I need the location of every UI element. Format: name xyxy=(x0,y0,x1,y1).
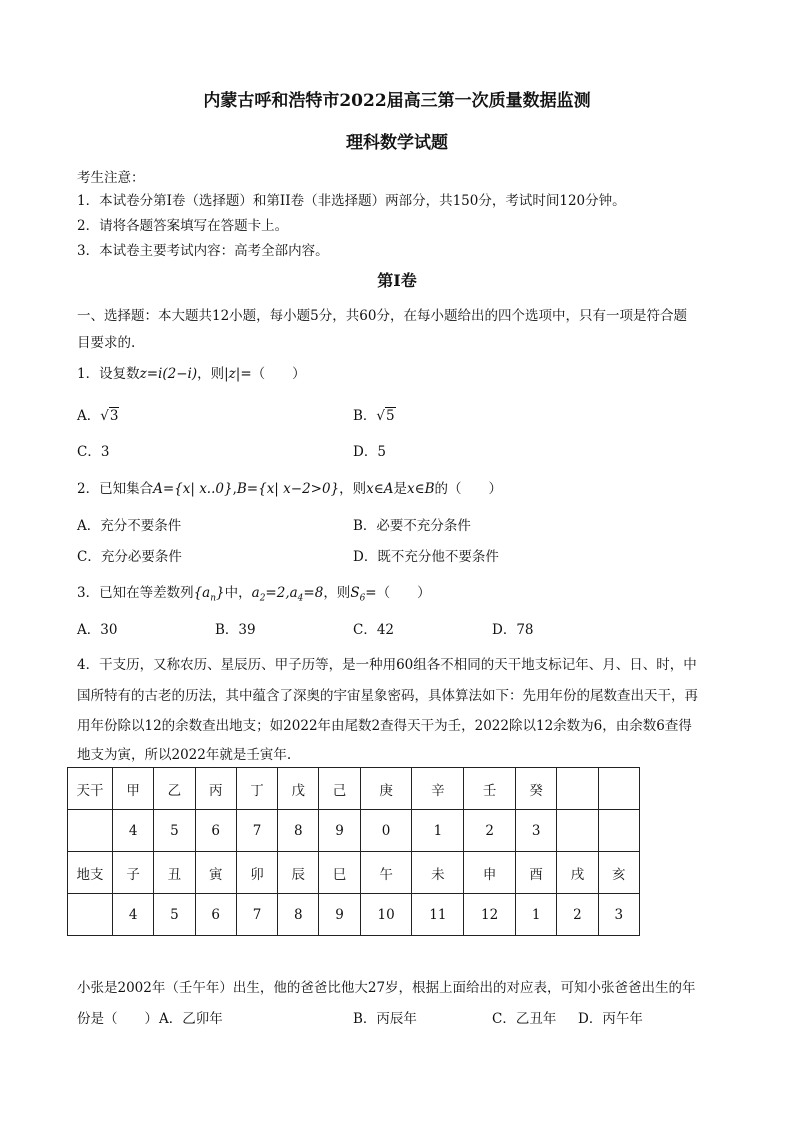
q2-option-c: C．充分必要条件 xyxy=(77,549,182,565)
q2-middle: ，则 xyxy=(339,481,367,497)
table-cell xyxy=(557,810,598,852)
q3-seq xyxy=(193,585,225,604)
q4-question-line-2: 份是（ ） xyxy=(77,1011,158,1027)
table-cell: 4 xyxy=(113,810,154,852)
q3-mid1: 中， xyxy=(224,585,252,601)
sqrt-symbol: √5 xyxy=(376,408,395,424)
q1-option-d: D．5 xyxy=(353,444,386,460)
q4-paragraph-1: 4．干支历，又称农历、星辰历、甲子历等，是一种用60组各不相同的天干地支标记年、月、日、时，中 xyxy=(77,657,697,673)
table-cell: 丑 xyxy=(154,852,195,894)
q2-cond-2: x∈B xyxy=(407,481,435,497)
table-cell: 4 xyxy=(113,894,154,936)
table-cell: 壬 xyxy=(464,768,516,810)
table-cell: 亥 xyxy=(598,852,639,894)
q3-seq-sub: n xyxy=(210,593,217,604)
table-cell: 7 xyxy=(236,810,277,852)
q3-sum xyxy=(350,585,366,604)
q1-option-b-value: 5 xyxy=(386,408,395,424)
table-cell: 辰 xyxy=(278,852,319,894)
q2-prefix: 2．已知集合 xyxy=(77,481,154,497)
table-cell xyxy=(68,810,113,852)
q3-cond-mid: =2,a xyxy=(265,585,298,601)
q1-suffix: =（ ） xyxy=(240,366,306,382)
ganzhi-table xyxy=(67,767,640,936)
q3-seq-open: {a xyxy=(193,585,211,601)
table-cell: 0 xyxy=(360,810,412,852)
q3-option-a: A．30 xyxy=(77,622,118,638)
table-cell: 天干 xyxy=(68,768,113,810)
table-cell: 酉 xyxy=(516,852,557,894)
sqrt-symbol: √3 xyxy=(100,408,119,424)
q1-option-b xyxy=(353,404,396,424)
q4-option-b: B．丙辰年 xyxy=(353,1011,417,1027)
table-cell xyxy=(598,768,639,810)
table-cell: 未 xyxy=(412,852,464,894)
table-cell: 地支 xyxy=(68,852,113,894)
q2-suffix: 的（ ） xyxy=(434,481,503,497)
table-cell: 午 xyxy=(360,852,412,894)
q3-sum-sub: 6 xyxy=(359,593,366,604)
q2-option-b: B．必要不充分条件 xyxy=(353,518,471,534)
section-instruction-2: 目要求的. xyxy=(77,335,136,351)
q1-option-a xyxy=(77,404,119,424)
table-row xyxy=(68,852,640,894)
q4-option-d: D．丙午年 xyxy=(578,1011,643,1027)
q1-option-a-value: 3 xyxy=(109,408,119,424)
notice-item-3: 3．本试卷主要考试内容：高考全部内容。 xyxy=(77,243,329,259)
table-cell: 11 xyxy=(412,894,464,936)
q3-cond-a-sub: 2 xyxy=(259,593,266,604)
q3-option-b: B．39 xyxy=(215,622,256,638)
table-cell: 巳 xyxy=(319,852,360,894)
q4-option-a: A．乙卯年 xyxy=(159,1011,223,1027)
table-row xyxy=(68,810,640,852)
table-cell: 8 xyxy=(278,894,319,936)
table-cell: 9 xyxy=(319,894,360,936)
q3-cond-end: =8 xyxy=(303,585,324,601)
table-cell: 1 xyxy=(516,894,557,936)
q4-paragraph-3: 用年份除以12的余数查出地支；如2022年由尾数2查得天干为壬，2022除以12余数为6，由余数6查得 xyxy=(77,718,692,734)
table-cell: 戊 xyxy=(278,768,319,810)
notice-item-1: 1．本试卷分第I卷（选择题）和第II卷（非选择题）两部分，共150分，考试时间120分钟。 xyxy=(77,193,626,209)
table-cell: 辛 xyxy=(412,768,464,810)
table-row xyxy=(68,894,640,936)
table-cell: 卯 xyxy=(236,852,277,894)
q2-is: 是 xyxy=(393,481,408,497)
table-cell: 丙 xyxy=(195,768,236,810)
table-cell: 10 xyxy=(360,894,412,936)
table-cell: 己 xyxy=(319,768,360,810)
table-cell: 乙 xyxy=(154,768,195,810)
q3-sum-s: S xyxy=(350,585,360,601)
q4-paragraph-2: 国所特有的古老的历法，其中蕴含了深奥的宇宙星象密码，具体算法如下：先用年份的尾数查出天干，再 xyxy=(77,688,698,704)
table-cell: 6 xyxy=(195,894,236,936)
q3-cond-b-sub: 4 xyxy=(297,593,304,604)
table-cell: 癸 xyxy=(516,768,557,810)
section-title: 第I卷 xyxy=(377,271,417,290)
q1-abs: |z| xyxy=(224,366,241,382)
table-cell: 3 xyxy=(598,894,639,936)
q4-paragraph-4: 地支为寅，所以2022年就是壬寅年. xyxy=(77,747,292,763)
table-cell xyxy=(68,894,113,936)
table-cell: 8 xyxy=(278,810,319,852)
q3-suffix: =（ ） xyxy=(365,585,431,601)
table-cell: 戌 xyxy=(557,852,598,894)
table-cell xyxy=(598,810,639,852)
table-cell: 申 xyxy=(464,852,516,894)
q2-cond-1: x∈A xyxy=(366,481,394,497)
q2-set-b: B={x| x−2>0} xyxy=(236,481,340,497)
table-cell: 7 xyxy=(236,894,277,936)
q1-option-b-label: B． xyxy=(353,408,377,424)
table-cell: 丁 xyxy=(236,768,277,810)
q2-set-a: A={x| x..0} xyxy=(153,481,233,497)
exam-title: 内蒙古呼和浩特市2022届高三第一次质量数据监测 xyxy=(203,91,591,111)
q1-prefix: 1．设复数 xyxy=(77,366,140,382)
q1-expression: z=i(2−i) xyxy=(139,366,198,382)
q3-condition xyxy=(251,585,324,604)
q3-seq-close: } xyxy=(216,585,225,601)
table-cell: 庚 xyxy=(360,768,412,810)
q3-cond-a: a xyxy=(251,585,260,601)
q2-option-d: D．既不充分他不要条件 xyxy=(353,549,499,565)
table-cell: 5 xyxy=(154,810,195,852)
notice-heading: 考生注意： xyxy=(77,170,145,186)
table-row xyxy=(68,768,640,810)
table-cell: 子 xyxy=(113,852,154,894)
q3-option-c: C．42 xyxy=(353,622,395,638)
q1-option-c: C．3 xyxy=(77,444,110,460)
table-cell: 2 xyxy=(557,894,598,936)
q3-prefix: 3．已知在等差数列 xyxy=(77,585,194,601)
table-cell: 5 xyxy=(154,894,195,936)
table-cell: 寅 xyxy=(195,852,236,894)
q4-option-c: C．乙丑年 xyxy=(492,1011,557,1027)
table-cell: 9 xyxy=(319,810,360,852)
table-cell: 3 xyxy=(516,810,557,852)
table-cell: 1 xyxy=(412,810,464,852)
table-cell: 2 xyxy=(464,810,516,852)
question-2 xyxy=(77,477,502,497)
q3-mid2: ，则 xyxy=(323,585,351,601)
table-cell xyxy=(557,768,598,810)
q2-sep: , xyxy=(232,481,237,497)
q1-option-a-label: A． xyxy=(77,408,101,424)
q1-middle: ，则 xyxy=(197,366,225,382)
question-3 xyxy=(77,581,431,604)
exam-subtitle: 理科数学试题 xyxy=(346,133,448,153)
section-instruction-1: 一、选择题：本大题共12小题，每小题5分，共60分，在每小题给出的四个选项中，只有一项是符合题 xyxy=(77,308,687,324)
q4-question-line-1: 小张是2002年（壬午年）出生，他的爸爸比他大27岁，根据上面给出的对应表，可知小张爸爸出生的年 xyxy=(77,980,696,996)
table-cell: 甲 xyxy=(113,768,154,810)
q3-option-d: D．78 xyxy=(492,622,534,638)
table-cell: 6 xyxy=(195,810,236,852)
table-cell: 12 xyxy=(464,894,516,936)
question-1 xyxy=(77,362,306,382)
notice-item-2: 2．请将各题答案填写在答题卡上。 xyxy=(77,218,289,234)
q2-option-a: A．充分不要条件 xyxy=(77,518,182,534)
